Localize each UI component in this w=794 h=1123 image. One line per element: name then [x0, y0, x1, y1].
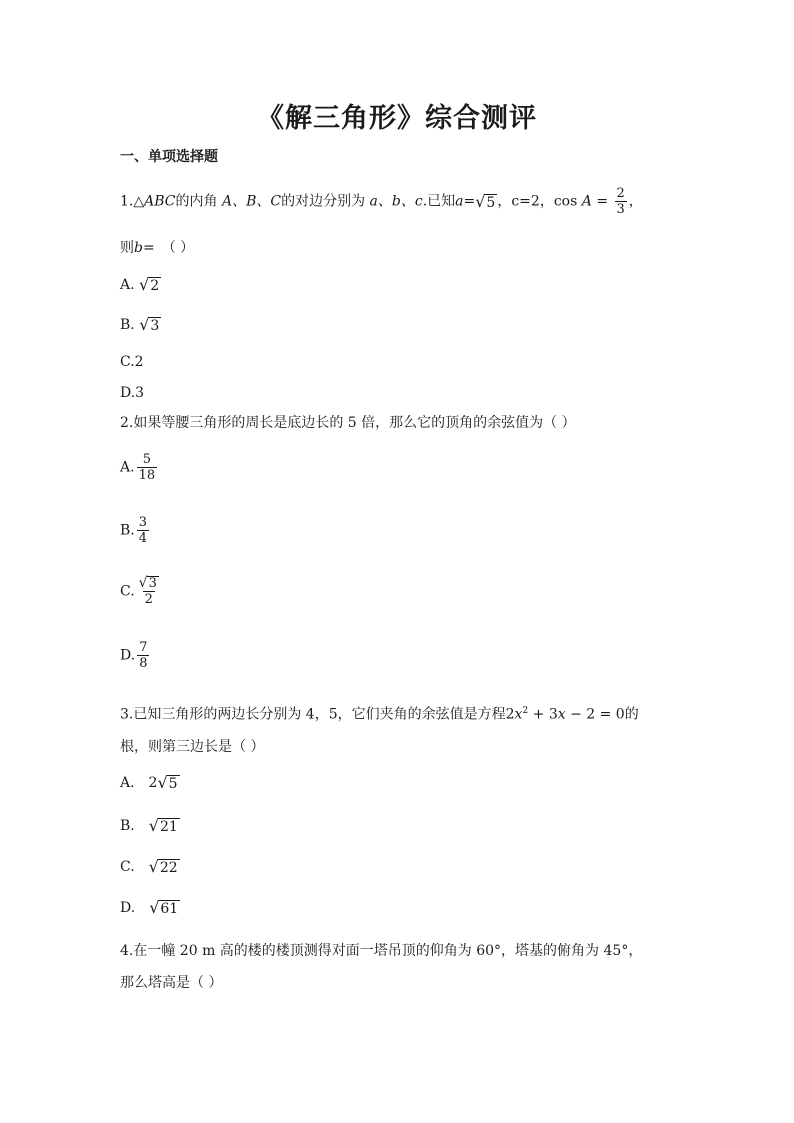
- q3-option-a: A. 2 √ 5: [120, 773, 178, 792]
- question-3-line-2: 根，则第三边长是（ ）: [120, 739, 265, 755]
- q3-option-c: C. √ 22: [120, 857, 178, 876]
- question-1-line-2: 则b= （ ）: [120, 240, 195, 256]
- q1-option-d: D.3: [120, 385, 145, 401]
- section-heading: 一、单项选择题: [120, 149, 218, 165]
- q2-option-c: C. √ 3 2: [120, 575, 157, 607]
- q1-option-c: C.2: [120, 354, 144, 370]
- question-3-line-1: 3.已知三角形的两边长分别为 4，5，它们夹角的余弦值是方程$2x^2 + 3x - 2 = 0$的: [120, 706, 639, 723]
- q2-option-a: A. $\frac{5}{18}$: [120, 452, 156, 483]
- question-2-text: 2.如果等腰三角形的周长是底边长的 5 倍，那么它的顶角的余弦值为（ ）: [120, 415, 576, 431]
- sqrt-5: √ 5: [475, 191, 496, 211]
- document-title: 《解三角形》综合测评: [257, 103, 537, 134]
- q3-option-d: D. √ 61: [120, 898, 179, 917]
- q2-option-b: B. $\frac{3}{4}$: [120, 515, 148, 546]
- question-1-line-1: 1.△ABC的内角 A、B、C的对边分别为 a、b、c.已知a= √ 5 ，c=2，cos A = $\frac{2}{3}$ ，: [120, 186, 643, 217]
- q2-option-d: D. $\frac{7}{8}$: [120, 640, 148, 671]
- q1-option-b: B. √ 3: [120, 315, 160, 334]
- q3-option-b: B. √ 21: [120, 816, 178, 835]
- question-4-line-2: 那么塔高是（ ）: [120, 975, 223, 991]
- q1-option-a: A. √ 2: [120, 275, 160, 294]
- question-4-line-1: 4.在一幢 20 m 高的楼的楼顶测得对面一塔吊顶的仰角为 60°，塔基的俯角为 45°，: [120, 943, 643, 959]
- fraction-two-thirds: $\frac{2}{3}$: [616, 186, 625, 217]
